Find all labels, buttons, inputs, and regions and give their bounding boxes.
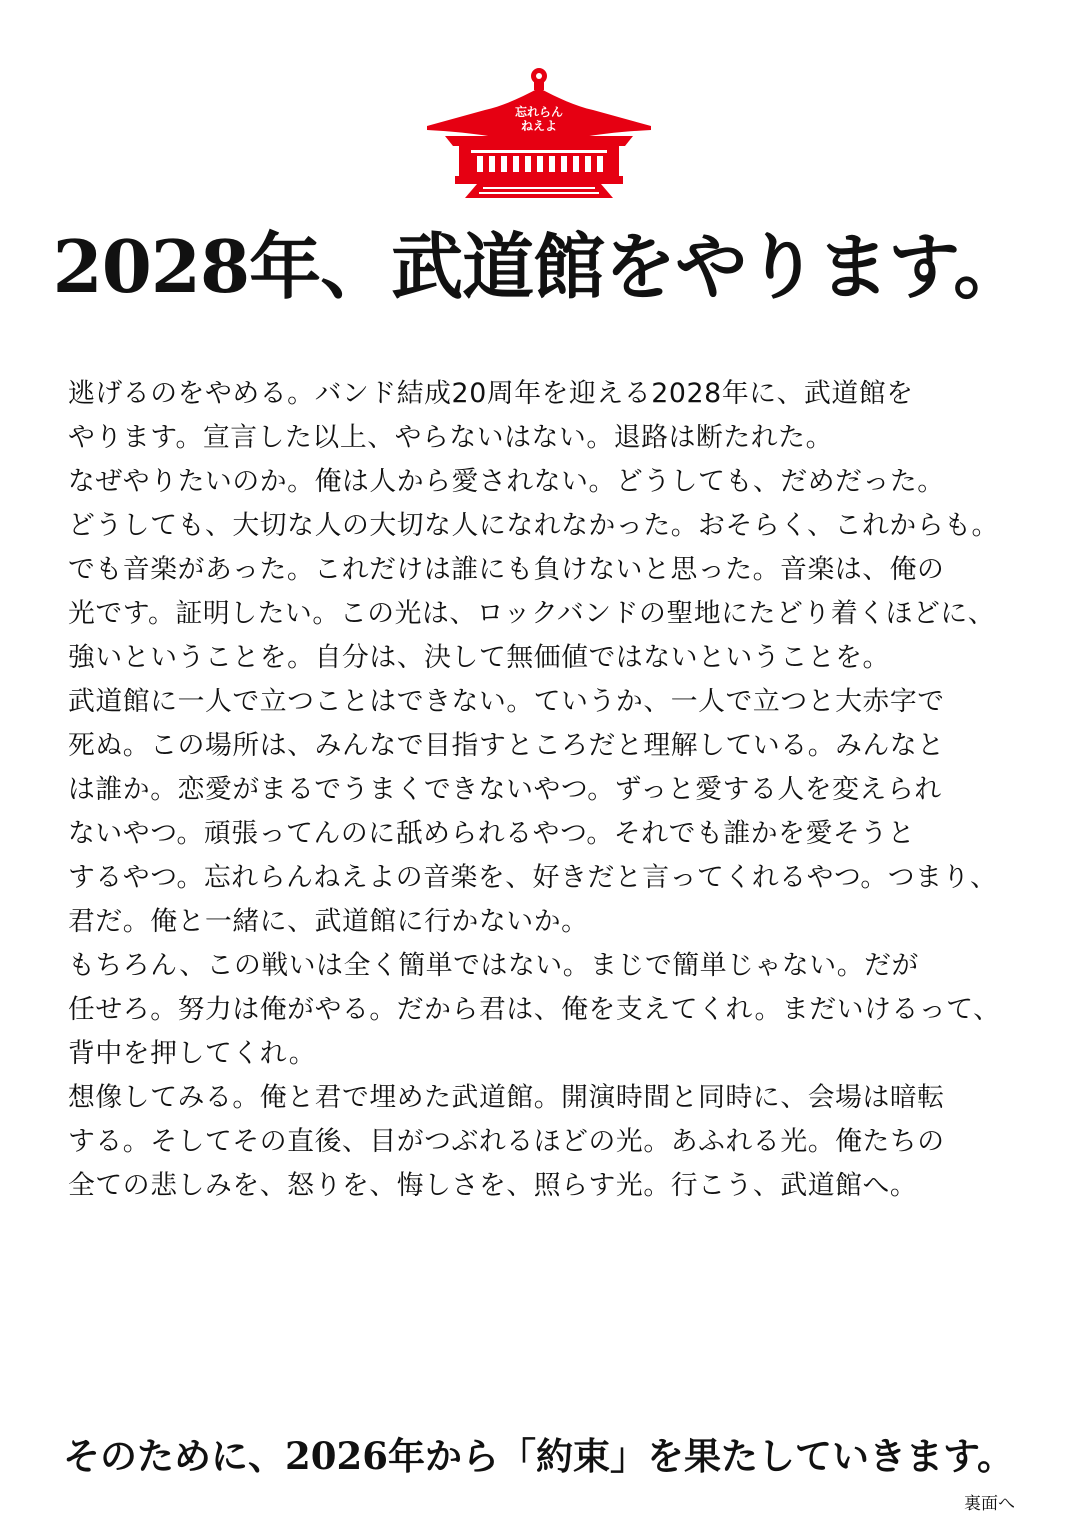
body-line: は誰か。恋愛がまるでうまくできないやつ。ずっと愛する人を変えられ [68,774,942,805]
body-line: 逃げるのをやめる。バンド結成20周年を迎える2028年に、武道館を [68,378,914,409]
body-line: もちろん、この戦いは全く簡単ではない。まじで簡単じゃない。だが [68,950,919,981]
page-title: 2028年、武道館をやります。 [52,224,1025,309]
svg-text:ねえよ: ねえよ [520,119,558,133]
body-line: 想像してみる。俺と君で埋めた武道館。開演時間と同時に、会場は暗転 [68,1082,945,1113]
body-line: する。そしてその直後、目がつぶれるほどの光。あふれる光。俺たちの [68,1126,945,1157]
body-line: 強いということを。自分は、決して無価値ではないということを。 [68,642,890,673]
body-line: 君だ。俺と一緒に、武道館に行かないか。 [68,906,589,937]
body-line: 背中を押してくれ。 [68,1038,317,1069]
budokan-roof-icon [425,66,653,200]
body-text [68,372,1013,1208]
svg-text:忘れらん: 忘れらん [514,105,564,119]
body-line: ないやつ。頑張ってんのに舐められるやつ。それでも誰かを愛そうと [68,818,916,849]
budokan-logo [425,66,653,200]
body-line: やります。宣言した以上、やらないはない。退路は断たれた。 [68,422,833,453]
body-line: 任せろ。努力は俺がやる。だから君は、俺を支えてくれ。まだいけるって、 [68,994,1001,1025]
body-line: でも音楽があった。これだけは誰にも負けないと思った。音楽は、俺の [68,554,945,585]
body-line: 死ぬ。この場所は、みんなで目指すところだと理解している。みんなと [68,730,945,761]
body-line: なぜやりたいのか。俺は人から愛されない。どうしても、だめだった。 [68,466,945,497]
body-line: 全ての悲しみを、怒りを、悔しさを、照らす光。行こう、武道館へ。 [68,1170,918,1201]
body-line: 光です。証明したい。この光は、ロックバンドの聖地にたどり着くほどに、 [68,598,996,629]
body-line: 武道館に一人で立つことはできない。ていうか、一人で立つと大赤字で [68,686,945,717]
body-line: するやつ。忘れらんねえよの音楽を、好きだと言ってくれるやつ。つまり、 [68,862,998,893]
body-line: どうしても、大切な人の大切な人になれなかった。おそらく、これからも。 [68,510,999,541]
see-reverse-note: 裏面へ [964,1494,1015,1514]
closing-statement: そのために、2026年から「約束」を果たしていきます。 [62,1434,1015,1478]
